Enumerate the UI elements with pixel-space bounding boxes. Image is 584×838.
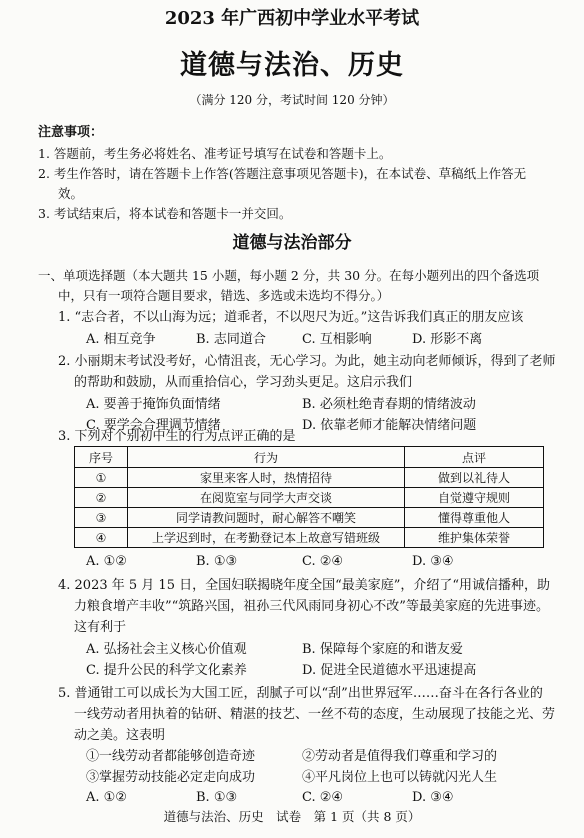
table-row [75,508,544,528]
q5-stem-line1: 5. 普通钳工可以成长为大国工匠，刮腻子可以“刮”出世界冠军……奋斗在各行各业的 [58,686,543,701]
table-cell: 在阅览室与同学大声交谈 [128,488,405,508]
table-cell: 懂得尊重他人 [405,508,544,528]
q4-option-b: B. 保障每个家庭的和谐友爱 [302,642,463,657]
q2-option-b: B. 必须杜绝青春期的情绪波动 [302,397,476,412]
q5-statement-1: ①一线劳动者都能够创造奇迹 [86,749,256,764]
q2-option-d: D. 依靠老师才能解决情绪问题 [302,418,477,433]
score-time-note: （满分 120 分，考试时间 120 分钟） [189,93,395,107]
table-header-row [75,447,544,468]
table-cell: 维护集体荣誉 [405,528,544,548]
exam-title: 2023 年广西初中学业水平考试 [164,8,420,29]
table-header-cell: 序号 [75,447,128,468]
q5-statement-2: ②劳动者是值得我们尊重和学习的 [302,749,498,764]
section-title: 道德与法治部分 [232,233,352,253]
q2-option-a: A. 要善于掩饰负面情绪 [86,397,221,412]
q3-stem: 3. 下列对个别初中生的行为点评正确的是 [58,429,296,444]
part1-instructions-line2: 中，只有一项符合题目要求，错选、多选或未选均不得分。） [58,288,390,303]
table-row [75,528,544,548]
table-cell: 同学请教问题时，耐心解答不嘲笑 [128,508,405,528]
q2-stem-line2: 的帮助和鼓励，从而重拾信心，学习劲头更足。这启示我们 [74,375,413,390]
q4-option-d: D. 促进全民道德水平迅速提高 [302,663,477,678]
table-cell: ② [75,488,128,508]
q1-stem: 1. “志合者，不以山海为远；道乖者，不以咫尺为近。”这告诉我们真正的朋友应该 [58,310,524,325]
table-row [75,468,544,488]
q5-option-b: B. ①③ [196,790,238,805]
q5-stem-line2: 一线劳动者用执着的钻研、精湛的技艺、一丝不苟的态度，生动展现了技能之光、劳 [74,707,556,722]
notice-item-1: 1. 答题前，考生务必将姓名、准考证号填写在试卷和答题卡上。 [38,146,392,161]
q5-option-c: C. ②④ [302,790,344,805]
q5-option-d: D. ③④ [412,790,454,805]
page-footer: 道德与法治、历史 试卷 第 1 页（共 8 页） [163,809,421,824]
table-row [75,488,544,508]
q4-option-c: C. 提升公民的科学文化素养 [86,663,247,678]
q4-stem-line1: 4. 2023 年 5 月 15 日，全国妇联揭晓年度全国“最美家庭”，介绍了“用诚信播种，助 [58,578,551,593]
table-cell: ④ [75,528,128,548]
q5-statement-4: ④平凡岗位上也可以铸就闪光人生 [302,770,498,785]
q5-option-a: A. ①② [86,790,127,805]
q2-option-c: C. 要学会合理调节情绪 [86,418,221,433]
q2-stem-line1: 2. 小丽期末考试没考好，心情沮丧，无心学习。为此，她主动向老师倾诉，得到了老师 [58,354,556,369]
table-header-cell: 点评 [405,447,544,468]
notice-item-2: 2. 考生作答时，请在答题卡上作答(答题注意事项见答题卡)，在本试卷、草稿纸上作答无 [38,166,527,181]
part1-instructions-line1: 一、单项选择题（本大题共 15 小题，每小题 2 分，共 30 分。在每小题列出的四个备选项 [38,268,540,283]
table-cell: ③ [75,508,128,528]
q5-statement-3: ③掌握劳动技能必定走向成功 [86,770,256,785]
subject-title: 道德与法治、历史 [180,50,404,81]
q1-option-b: B. 志同道合 [196,332,266,347]
q3-option-d: D. ③④ [412,554,454,569]
q1-option-a: A. 相互竞争 [86,332,156,347]
table-cell: ① [75,468,128,488]
q3-comment-table [74,446,544,548]
q3-option-a: A. ①② [86,554,127,569]
q4-stem-line2: 力粮食增产丰收”“筑路兴国，祖孙三代风雨同身初心不改”等最美家庭的先进事迹。 [74,599,549,614]
table-cell: 上学迟到时，在考勤登记本上故意写错班级 [128,528,405,548]
table-cell: 自觉遵守规则 [405,488,544,508]
table-header-cell: 行为 [128,447,405,468]
notice-item-3: 3. 考试结束后，将本试卷和答题卡一并交回。 [38,206,292,221]
table-cell: 做到以礼待人 [405,468,544,488]
notice-heading: 注意事项： [38,125,104,140]
q1-option-c: C. 互相影响 [302,332,372,347]
q3-option-b: B. ①③ [196,554,238,569]
q4-option-a: A. 弘扬社会主义核心价值观 [86,642,247,657]
q5-stem-line3: 动之美。这表明 [74,728,166,743]
q3-option-c: C. ②④ [302,554,344,569]
q1-option-d: D. 形影不离 [412,332,483,347]
notice-item-2-cont: 效。 [58,186,84,201]
q4-stem-line3: 这有利于 [74,620,127,635]
table-cell: 家里来客人时，热情招待 [128,468,405,488]
